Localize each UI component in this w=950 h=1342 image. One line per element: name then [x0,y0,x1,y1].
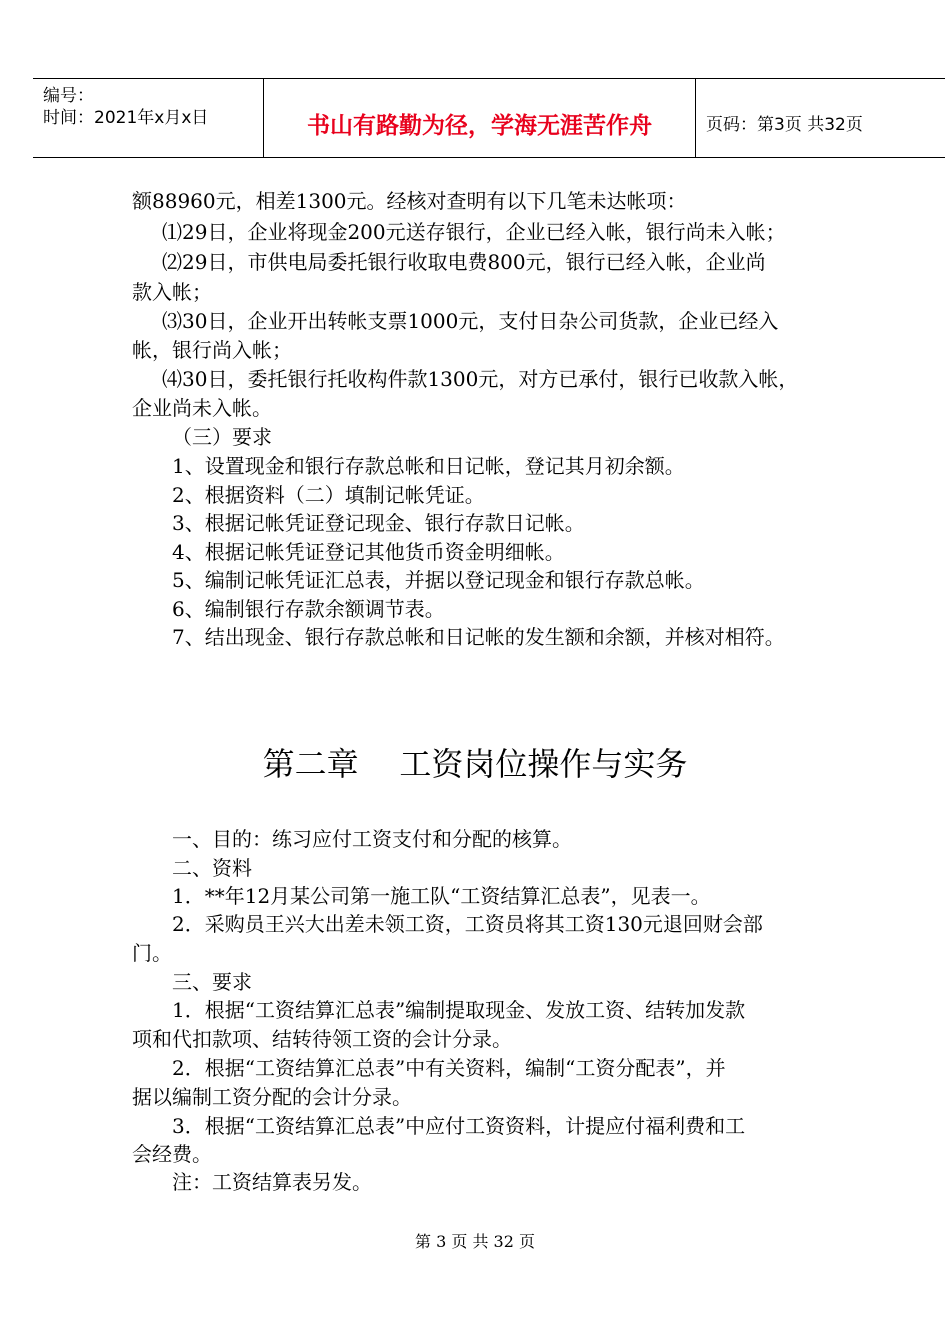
list-item: 1、设置现金和银行存款总帐和日记帐，登记其月初余额。 [172,454,685,478]
section-heading: 三、要求 [172,970,252,994]
paragraph-line: 项和代扣款项、结转待领工资的会计分录。 [132,1027,512,1051]
document-date: 时间：2021年x月x日 [43,108,209,128]
paragraph-line: 2．采购员王兴大出差未领工资，工资员将其工资130元退回财会部 [172,912,763,936]
paragraph-line: 门。 [132,941,172,965]
list-item: 6、编制银行存款余额调节表。 [172,597,445,621]
paragraph-line: 2．根据“工资结算汇总表”中有关资料，编制“工资分配表”，并 [172,1056,726,1080]
paragraph-line: ⑵29日，市供电局委托银行收取电费800元，银行已经入帐，企业尚 [162,250,766,274]
paragraph-line: 3．根据“工资结算汇总表”中应付工资资料，计提应付福利费和工 [172,1114,746,1138]
header-left-cell [33,79,264,157]
paragraph-line: 会经费。 [132,1142,212,1166]
paragraph-line: 额88960元，相差1300元。经核对查明有以下几笔未达帐项： [132,189,687,213]
page-footer: 第 3 页 共 32 页 [415,1232,535,1251]
list-item: 7、结出现金、银行存款总帐和日记帐的发生额和余额，并核对相符。 [172,625,785,649]
paragraph-line: ⑷30日，委托银行托收构件款1300元，对方已承付，银行已收款入帐， [162,367,799,391]
header-table [33,78,945,158]
section-heading: 二、资料 [172,856,252,880]
paragraph-line: 帐，银行尚入帐； [132,338,292,362]
paragraph-line: 1．**年12月某公司第一施工队“工资结算汇总表”，见表一。 [172,884,711,908]
paragraph-line: 一、目的：练习应付工资支付和分配的核算。 [172,827,572,851]
chapter-title: 第二章 工资岗位操作与实务 [262,745,688,783]
list-item: 3、根据记帐凭证登记现金、银行存款日记帐。 [172,511,585,535]
header-center-cell [264,79,696,157]
paragraph-line: 款入帐； [132,280,212,304]
list-item: 4、根据记帐凭证登记其他货币资金明细帐。 [172,540,565,564]
list-item: 2、根据资料（二）填制记帐凭证。 [172,483,485,507]
document-number-label: 编号： [43,86,94,106]
note-line: 注：工资结算表另发。 [172,1170,372,1194]
paragraph-line: ⑴29日，企业将现金200元送存银行，企业已经入帐，银行尚未入帐； [162,220,786,244]
section-heading: （三）要求 [172,425,272,449]
paragraph-line: ⑶30日，企业开出转帐支票1000元，支付日杂公司货款，企业已经入 [162,309,779,333]
paragraph-line: 1．根据“工资结算汇总表”编制提取现金、发放工资、结转加发款 [172,998,746,1022]
paragraph-line: 企业尚未入帐。 [132,396,272,420]
header-right-cell [696,79,945,157]
paragraph-line: 据以编制工资分配的会计分录。 [132,1085,412,1109]
header-motto: 书山有路勤为径，学海无涯苦作舟 [307,113,652,139]
list-item: 5、编制记帐凭证汇总表，并据以登记现金和银行存款总帐。 [172,568,705,592]
header-page-info: 页码：第3页 共32页 [706,115,863,135]
